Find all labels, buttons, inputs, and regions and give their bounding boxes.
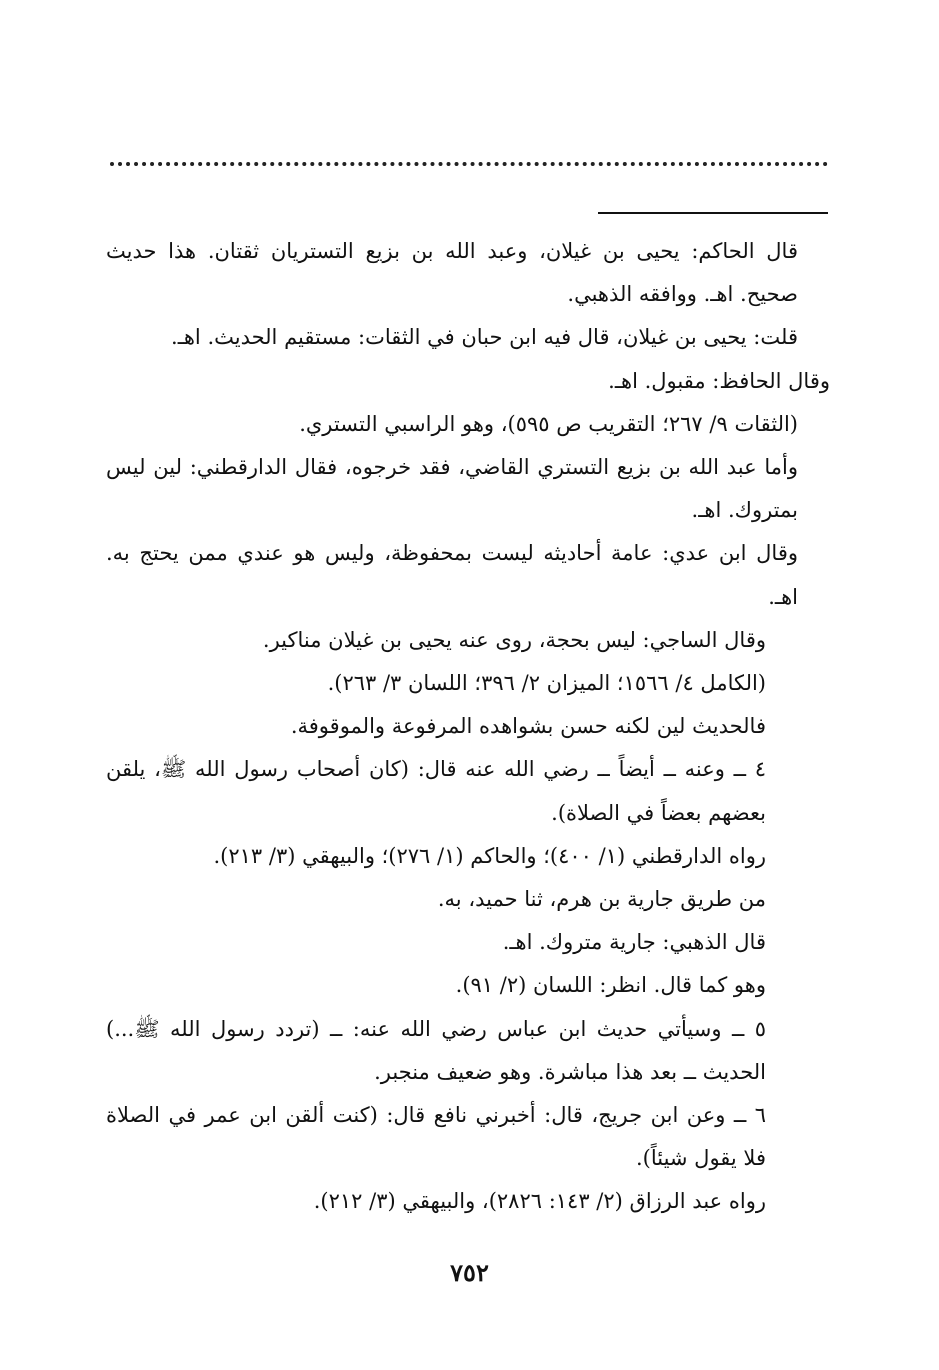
paragraph-conclusion: فالحديث لين لكنه حسن بشواهده المرفوعة والموقوفة. xyxy=(290,714,766,739)
paragraph-hadith-5: ٥ ــ وسيأتي حديث ابن عباس رضي الله عنه: ــ (تردد رسول الله ﷺ...) الحديث ــ بعد هذا مباشرة. وهو ضعيف منجبر. xyxy=(106,1016,766,1084)
paragraph-tariq: من طريق جارية بن هرم، ثنا حميد، به. xyxy=(437,887,766,912)
paragraph-kamil-ref: (الكامل ٤/ ١٥٦٦؛ الميزان ٢/ ٣٩٦؛ اللسان ٣/ ٢٦٣). xyxy=(327,671,766,696)
paragraph-qultu: قلت: يحيى بن غيلان، قال فيه ابن حبان في الثقات: مستقيم الحديث. اهـ. xyxy=(171,325,798,350)
paragraph-hakim: قال الحاكم: يحيى بن غيلان، وعبد الله بن بزيع التستريان ثقتان. هذا حديث صحيح. اهـ. ووافقه الذهبي. xyxy=(106,239,798,307)
paragraph-saji: وقال الساجي: ليس بحجة، روى عنه يحيى بن غيلان مناكير. xyxy=(262,627,766,652)
footnote-rule xyxy=(598,212,828,214)
paragraph-dhahabi: قال الذهبي: جارية متروك. اهـ. xyxy=(502,930,766,955)
dotted-separator xyxy=(110,162,828,166)
paragraph-ibn-adi: وقال ابن عدي: عامة أحاديثه ليست بمحفوظة، وليس هو عندي ممن يحتج به. اهـ. xyxy=(106,541,798,609)
footnote-body xyxy=(106,230,830,1224)
page-number: ٧٥٢ xyxy=(450,1258,489,1287)
paragraph-lisan-ref: وهو كما قال. انظر: اللسان (٢/ ٩١). xyxy=(455,973,766,998)
paragraph-abdullah: وأما عبد الله بن بزيع التستري القاضي، فقد خرجوه، فقال الدارقطني: لين ليس بمتروك. اهـ. xyxy=(106,455,798,523)
paragraph-thiqat-ref: (الثقات ٩/ ٢٦٧؛ التقريب ص ٥٩٥)، وهو الراسبي التستري. xyxy=(299,411,798,436)
paragraph-hafiz: وقال الحافظ: مقبول. اهـ. xyxy=(608,368,830,393)
paragraph-rawahu-daraqutni: رواه الدارقطني (١/ ٤٠٠)؛ والحاكم (١/ ٢٧٦)؛ والبيهقي (٣/ ٢١٣). xyxy=(213,843,766,868)
paragraph-hadith-6: ٦ ــ وعن ابن جريج، قال: أخبرني نافع قال: (كنت ألقن ابن عمر في الصلاة فلا يقول شيئاً). xyxy=(106,1103,766,1171)
paragraph-hadith-4: ٤ ــ وعنه ــ أيضاً ــ رضي الله عنه قال: (كان أصحاب رسول الله ﷺ، يلقن بعضهم بعضاً في الصلاة). xyxy=(106,757,766,825)
paragraph-rawahu-abdulrazzaq: رواه عبد الرزاق (٢/ ١٤٣: ٢٨٢٦)، والبيهقي (٣/ ٢١٢). xyxy=(313,1189,766,1214)
